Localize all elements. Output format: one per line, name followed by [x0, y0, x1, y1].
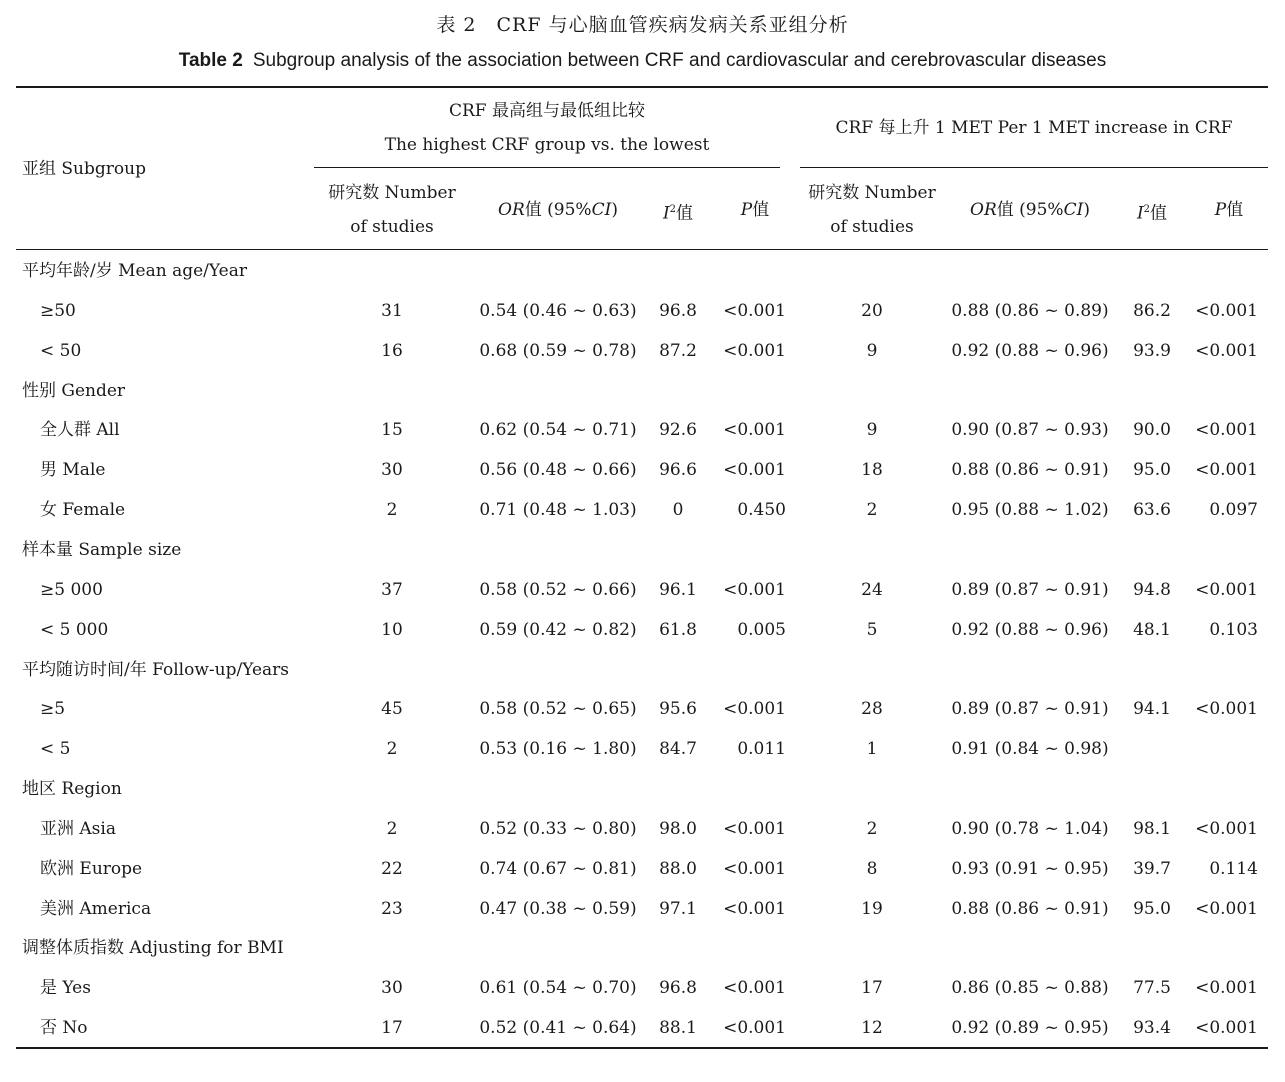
table-row [0, 530, 1285, 570]
n-studies-1: 10 [381, 619, 403, 640]
i2-2: 95.0 [1133, 460, 1171, 481]
table-row [0, 928, 1285, 968]
table-title-cn: 表 2 CRF 与心脑血管疾病发病关系亚组分析 [436, 14, 849, 36]
p-1: <0.001 [723, 699, 786, 720]
n-studies-2: 9 [866, 420, 878, 441]
n-studies-2: 8 [866, 858, 878, 879]
n-studies-1: 31 [381, 300, 403, 321]
i2-1: 84.7 [659, 739, 697, 760]
category-label: 平均年龄/岁 Mean age/Year [22, 261, 247, 281]
i2-1: 92.6 [659, 420, 697, 441]
header-n2-line2: of studies [830, 217, 914, 237]
n-studies-1: 16 [381, 340, 403, 361]
subgroup-label: 是 Yes [40, 978, 91, 999]
i2-2: 63.6 [1133, 500, 1171, 521]
n-studies-2: 18 [861, 460, 883, 481]
n-studies-1: 2 [386, 739, 398, 760]
or-ci-2: 0.90 (0.78 ~ 1.04) [951, 818, 1109, 839]
or-ci-2: 0.92 (0.88 ~ 0.96) [951, 619, 1109, 640]
or-ci-2: 0.93 (0.91 ~ 0.95) [951, 858, 1109, 879]
n-studies-1: 17 [381, 1018, 403, 1039]
or-ci-2: 0.88 (0.86 ~ 0.91) [951, 898, 1109, 919]
p-1: <0.001 [723, 579, 786, 600]
subgroup-label: < 50 [40, 340, 82, 361]
or-ci-1: 0.56 (0.48 ~ 0.66) [479, 460, 637, 481]
subgroup-label: 女 Female [40, 500, 126, 521]
table-row [0, 251, 1285, 291]
header-group2: CRF 每上升 1 MET Per 1 MET increase in CRF [835, 118, 1233, 138]
n-studies-2: 17 [861, 978, 883, 999]
table-row [0, 291, 1285, 331]
p-1: 0.450 [737, 500, 786, 521]
or-ci-1: 0.54 (0.46 ~ 0.63) [479, 300, 637, 321]
header-or1: OR值 (95%CI) [498, 200, 618, 220]
or-ci-1: 0.53 (0.16 ~ 1.80) [479, 739, 637, 760]
subgroup-label: < 5 000 [40, 619, 109, 640]
i2-1: 96.6 [659, 460, 697, 481]
table-row [0, 809, 1285, 849]
n-studies-2: 20 [861, 300, 883, 321]
subgroup-label: 全人群 All [40, 420, 120, 441]
table-row [0, 689, 1285, 729]
table-row [0, 490, 1285, 530]
p-2: <0.001 [1195, 579, 1258, 600]
subgroup-label: 美洲 America [40, 898, 152, 919]
p-2: <0.001 [1195, 818, 1258, 839]
n-studies-1: 37 [381, 579, 403, 600]
or-ci-2: 0.89 (0.87 ~ 0.91) [951, 699, 1109, 720]
n-studies-2: 24 [861, 579, 883, 600]
or-ci-2: 0.90 (0.87 ~ 0.93) [951, 420, 1109, 441]
p-1: <0.001 [723, 858, 786, 879]
header-n2-line1: 研究数 Number [808, 183, 936, 203]
or-ci-2: 0.86 (0.85 ~ 0.88) [951, 978, 1109, 999]
or-ci-1: 0.58 (0.52 ~ 0.66) [479, 579, 637, 600]
i2-1: 0 [672, 500, 684, 521]
header-group1-cn: CRF 最高组与最低组比较 [448, 101, 645, 121]
table-row [0, 570, 1285, 610]
table-row [0, 650, 1285, 690]
i2-1: 96.8 [659, 978, 697, 999]
subgroup-label: ≥50 [40, 300, 76, 321]
i2-1: 96.8 [659, 300, 697, 321]
n-studies-2: 19 [861, 898, 883, 919]
table-row [0, 729, 1285, 769]
or-ci-1: 0.52 (0.41 ~ 0.64) [479, 1018, 637, 1039]
p-2: 0.103 [1209, 619, 1258, 640]
table-row [0, 610, 1285, 650]
p-2: <0.001 [1195, 340, 1258, 361]
i2-2: 39.7 [1133, 858, 1171, 879]
or-ci-2: 0.88 (0.86 ~ 0.91) [951, 460, 1109, 481]
header-n1-line2: of studies [350, 217, 434, 237]
table-title-en [0, 50, 1285, 72]
bottom-rule [16, 1047, 1268, 1049]
n-studies-1: 15 [381, 420, 403, 441]
p-1: <0.001 [723, 420, 786, 441]
i2-2: 95.0 [1133, 898, 1171, 919]
table-row [0, 410, 1285, 450]
i2-1: 96.1 [659, 579, 697, 600]
i2-2: 98.1 [1133, 818, 1171, 839]
i2-2: 86.2 [1133, 300, 1171, 321]
category-label: 性别 Gender [22, 380, 126, 401]
category-label: 调整体质指数 Adjusting for BMI [22, 938, 284, 959]
n-studies-2: 1 [866, 739, 878, 760]
p-2: 0.114 [1209, 858, 1258, 879]
i2-2: 94.1 [1133, 699, 1171, 720]
header-i2-2: $I^2$值 [1136, 203, 1168, 224]
or-ci-2: 0.89 (0.87 ~ 0.91) [951, 579, 1109, 600]
or-ci-2: 0.88 (0.86 ~ 0.89) [951, 300, 1109, 321]
n-studies-1: 22 [381, 858, 403, 879]
subgroup-label: < 5 [40, 739, 71, 760]
subgroup-label: ≥5 000 [40, 579, 103, 600]
category-label: 样本量 Sample size [22, 539, 182, 560]
i2-1: 88.0 [659, 858, 697, 879]
p-1: <0.001 [723, 1018, 786, 1039]
p-2 [1186, 729, 1258, 769]
n-studies-2: 2 [866, 500, 878, 521]
header-subgroup: 亚组 Subgroup [22, 159, 146, 179]
or-ci-2: 0.92 (0.88 ~ 0.96) [951, 340, 1109, 361]
group2-underline [800, 167, 1268, 168]
n-studies-2: 12 [861, 1018, 883, 1039]
header-i2-1: $I^2$值 [662, 203, 694, 224]
p-2: <0.001 [1195, 1018, 1258, 1039]
p-1: <0.001 [723, 978, 786, 999]
or-ci-1: 0.52 (0.33 ~ 0.80) [479, 818, 637, 839]
or-ci-1: 0.62 (0.54 ~ 0.71) [479, 420, 637, 441]
i2-2: 93.9 [1133, 340, 1171, 361]
or-ci-1: 0.61 (0.54 ~ 0.70) [479, 978, 637, 999]
subgroup-label: 欧洲 Europe [40, 858, 143, 879]
p-1: <0.001 [723, 460, 786, 481]
or-ci-1: 0.71 (0.48 ~ 1.03) [479, 500, 637, 521]
group1-underline [314, 167, 780, 168]
i2-2: 48.1 [1133, 619, 1171, 640]
category-label: 地区 Region [22, 779, 122, 800]
i2-1: 97.1 [659, 898, 697, 919]
table-row [0, 889, 1285, 929]
subgroup-label: 亚洲 Asia [40, 818, 116, 839]
p-2: 0.097 [1209, 500, 1258, 521]
n-studies-2: 5 [866, 619, 878, 640]
header-n1-line1: 研究数 Number [328, 183, 456, 203]
p-1: <0.001 [723, 818, 786, 839]
p-2: <0.001 [1195, 699, 1258, 720]
header-p2: P值 [1214, 200, 1244, 220]
p-2: <0.001 [1195, 978, 1258, 999]
or-ci-1: 0.68 (0.59 ~ 0.78) [479, 340, 637, 361]
subgroup-label: 否 No [40, 1018, 88, 1039]
i2-1: 87.2 [659, 340, 697, 361]
or-ci-2: 0.92 (0.89 ~ 0.95) [951, 1018, 1109, 1039]
table-caption: Subgroup analysis of the association between CRF and cardiovascular and cerebrovascular diseases [252, 50, 1107, 71]
p-1: <0.001 [723, 340, 786, 361]
i2-2: 94.8 [1133, 579, 1171, 600]
n-studies-1: 23 [381, 898, 403, 919]
n-studies-1: 2 [386, 818, 398, 839]
header-rule [16, 249, 1268, 250]
i2-2 [1122, 729, 1182, 769]
i2-1: 88.1 [659, 1018, 697, 1039]
table-row [0, 968, 1285, 1008]
i2-1: 98.0 [659, 818, 697, 839]
table-row [0, 450, 1285, 490]
n-studies-1: 2 [386, 500, 398, 521]
or-ci-1: 0.74 (0.67 ~ 0.81) [479, 858, 637, 879]
i2-1: 61.8 [659, 619, 697, 640]
n-studies-2: 28 [861, 699, 883, 720]
table-row [0, 849, 1285, 889]
p-1: 0.011 [737, 739, 786, 760]
p-2: <0.001 [1195, 460, 1258, 481]
p-1: <0.001 [723, 898, 786, 919]
p-2: <0.001 [1195, 898, 1258, 919]
or-ci-1: 0.47 (0.38 ~ 0.59) [479, 898, 637, 919]
subgroup-label: ≥5 [40, 699, 66, 720]
header-or2: OR值 (95%CI) [970, 200, 1090, 220]
p-2: <0.001 [1195, 420, 1258, 441]
n-studies-2: 2 [866, 818, 878, 839]
category-label: 平均随访时间/年 Follow-up/Years [22, 659, 289, 680]
or-ci-1: 0.58 (0.52 ~ 0.65) [479, 699, 637, 720]
n-studies-1: 30 [381, 460, 403, 481]
p-1: <0.001 [723, 300, 786, 321]
p-2: <0.001 [1195, 300, 1258, 321]
header-group1-en: The highest CRF group vs. the lowest [384, 135, 710, 155]
or-ci-2: 0.91 (0.84 ~ 0.98) [951, 739, 1109, 760]
n-studies-1: 45 [381, 699, 403, 720]
subgroup-label: 男 Male [40, 460, 106, 481]
table-label: Table 2 [178, 50, 243, 71]
header-p1: P值 [740, 200, 770, 220]
i2-2: 93.4 [1133, 1018, 1171, 1039]
table-row [0, 331, 1285, 371]
table-row [0, 1008, 1285, 1048]
table-row [0, 371, 1285, 411]
p-1: 0.005 [737, 619, 786, 640]
top-rule [16, 86, 1268, 88]
i2-2: 90.0 [1133, 420, 1171, 441]
n-studies-2: 9 [866, 340, 878, 361]
or-ci-2: 0.95 (0.88 ~ 1.02) [951, 500, 1109, 521]
or-ci-1: 0.59 (0.42 ~ 0.82) [479, 619, 637, 640]
n-studies-1: 30 [381, 978, 403, 999]
i2-1: 95.6 [659, 699, 697, 720]
i2-2: 77.5 [1133, 978, 1171, 999]
table-row [0, 769, 1285, 809]
